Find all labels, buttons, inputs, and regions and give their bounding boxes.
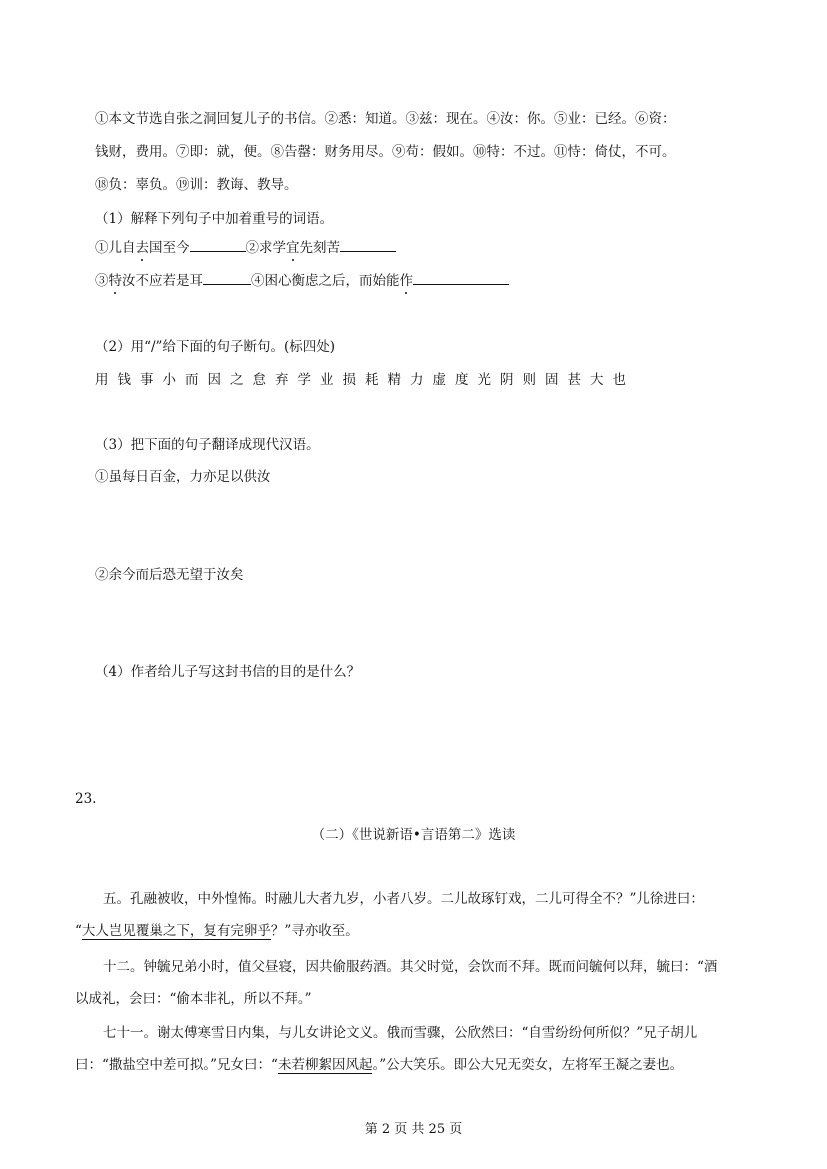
q1-item3-post: 汝不应若是耳	[122, 273, 203, 289]
q1-item3-answer-blank[interactable]	[203, 271, 251, 285]
passage-p3-line-2	[75, 1053, 683, 1073]
passage-p1-line-1: 五。孔融被收，中外惶怖。时融儿大者九岁，小者八岁。二儿故琢钉戏，二儿可得全不？”儿徐进曰：	[103, 891, 704, 907]
notes-line-3: ⑱负：辜负。⑲训：教诲、教导。	[95, 177, 298, 193]
q1-item4-answer-blank[interactable]	[413, 271, 509, 285]
q4-title: （4）作者给儿子写这封书信的目的是什么？	[95, 664, 361, 680]
q1-item2-answer-blank[interactable]	[340, 238, 396, 252]
passage-p2-line-1: 十二。钟毓兄弟小时，值父昼寝，因共偷服药酒。其父时觉，会饮而不拜。既而问毓何以拜，毓曰：“酒	[103, 959, 718, 975]
q1-item2-pre: ②求学	[245, 240, 286, 256]
q1-item1-emphasis: 去	[135, 240, 149, 256]
q2-title: （2）用“/”给下面的句子断句。(标四处)	[95, 339, 335, 355]
q3-title: （3）把下面的句子翻译成现代汉语。	[95, 437, 320, 453]
passage-p3-line-1: 七十一。谢太傅寒雪日内集，与儿女讲论文义。俄而雪骤，公欣然曰：“自雪纷纷何所似？”兄子胡儿	[103, 1025, 698, 1041]
q1-item2-emphasis: 宜	[286, 240, 300, 256]
passage-p1-quote-open: “	[75, 923, 82, 939]
passage-p3-pre: 曰：“撒盐空中差可拟。”兄女曰：“	[75, 1057, 278, 1073]
q3-item-1: ①虽每日百金，力亦足以供汝	[95, 469, 271, 485]
q1-item2-post: 先刻苦	[299, 240, 340, 256]
q3-item-2: ②余今而后恐无望于汝矣	[95, 567, 244, 583]
q23-heading: （二）《世说新语•言语第二》选读	[311, 827, 516, 843]
passage-p3-underlined: 未若柳絮因风起	[277, 1057, 373, 1073]
passage-p1-underlined: 大人岂见覆巢之下，复有完卵乎	[81, 923, 271, 939]
q1-item3-pre: ③	[95, 273, 109, 289]
q1-item4-pre: ④困心衡虑之后，而始能	[251, 273, 400, 289]
q1-row-1	[95, 236, 396, 256]
passage-p1-line-2	[75, 919, 359, 939]
q1-title: （1）解释下列句子中加着重号的词语。	[95, 211, 334, 227]
q1-item1-post: 国至今	[149, 240, 190, 256]
q1-item1-answer-blank[interactable]	[190, 238, 246, 252]
passage-p3-post: 。”公大笑乐。即公大兄无奕女，左将军王凝之妻也。	[372, 1057, 684, 1073]
q2-sentence: 用钱事小而因之怠弃学业损耗精力虚度光阴则固甚大也	[95, 372, 635, 388]
notes-line-1: ①本文节选自张之洞回复儿子的书信。②悉：知道。③兹：现在。④汝：你。⑤业：已经。⑥资：	[95, 111, 676, 127]
q23-number: 23.	[75, 791, 97, 807]
passage-p2-line-2: 以成礼，会曰：“偷本非礼，所以不拜。”	[75, 991, 312, 1007]
q1-item1-pre: ①儿自	[95, 240, 136, 256]
passage-p1-quote-close: ？”寻亦收至。	[270, 923, 359, 939]
q1-item3-emphasis: 特	[108, 273, 122, 289]
q1-item4-emphasis: 作	[399, 273, 413, 289]
page-number: 第 2 页 共 25 页	[364, 1122, 463, 1137]
notes-line-2: 钱财，费用。⑦即：就，便。⑧告罄：财务用尽。⑨苟：假如。⑩特：不过。⑪恃：倚仗，不可。	[95, 144, 676, 160]
q1-row-2	[95, 269, 509, 289]
